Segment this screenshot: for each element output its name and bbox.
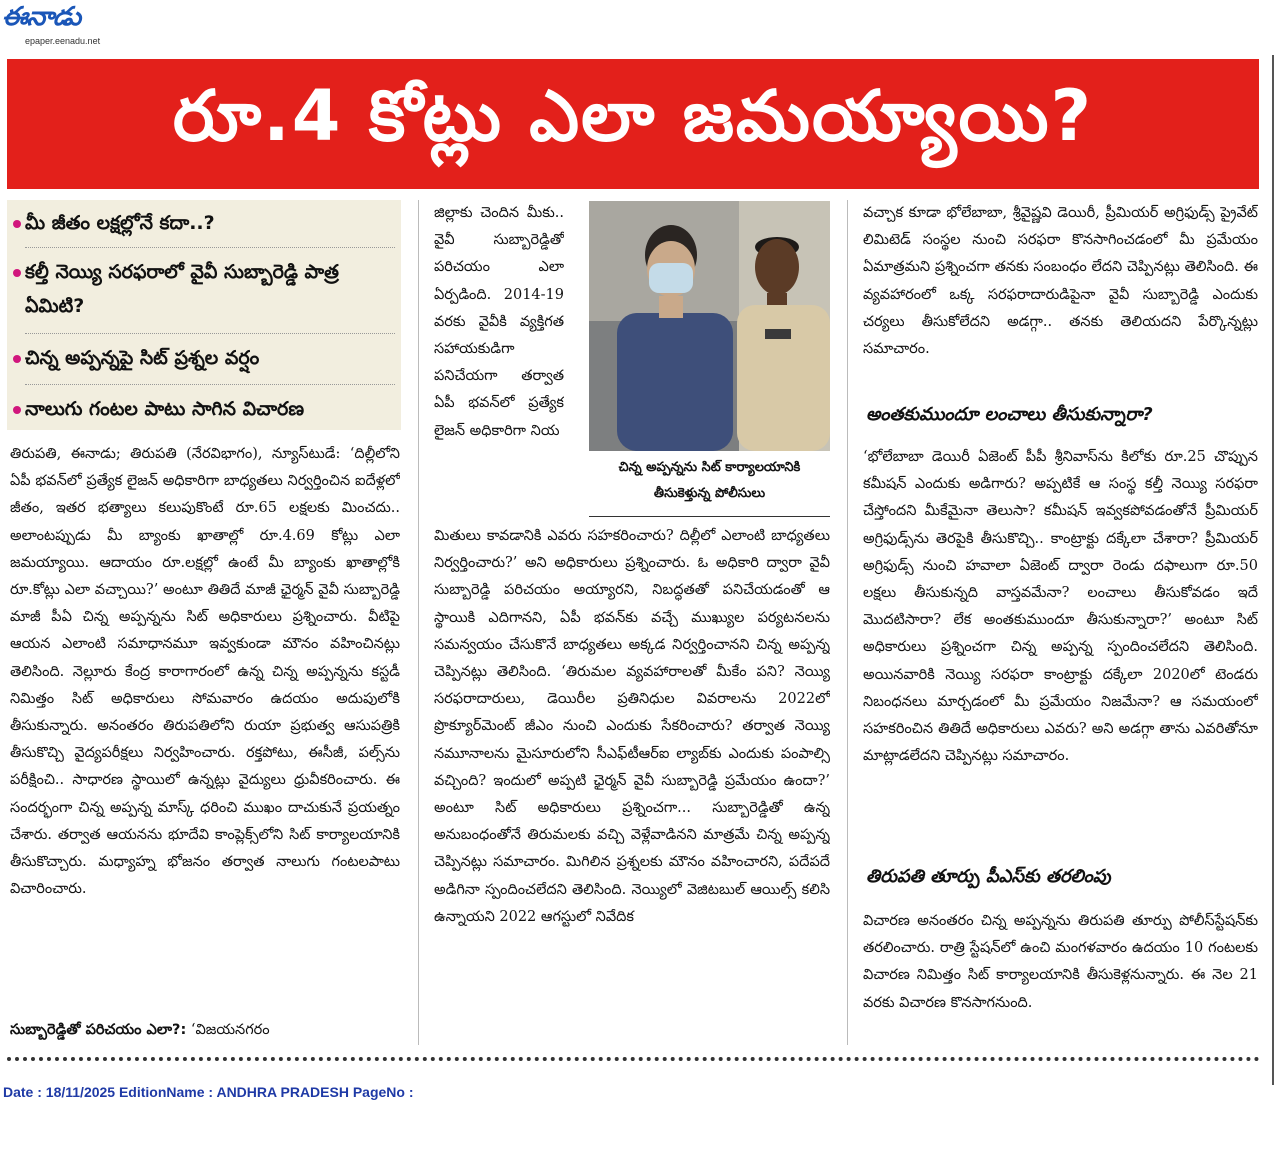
article-column-2-top: జిల్లాకు చెందిన మీకు.. వైవీ సుబ్బారెడ్డితో పరిచయం ఎలా ఏర్పడింది. 2014-19 వరకు వైవీకి వ్యక్తిగత సహాయకుడిగా పనిచేయగా తర్వాత ఏపీ భవన్‌లో ప్రత్యేక లైజన్ అధికారిగా నియ: [434, 205, 564, 439]
highlights-box: [7, 200, 401, 430]
page-bottom-rule: [7, 1057, 1260, 1061]
subhead-transfer: తిరుపతి తూర్పు పీఎస్‌కు తరలింపు: [866, 866, 1111, 887]
bullet-icon: [13, 406, 21, 414]
article-column-1: తిరుపతి, ఈనాడు; తిరుపతి (నేరవిభాగం), న్యూస్‌టుడే: ‘దిల్లీలోని ఏపీ భవన్‌లో ప్రత్యేక లైజన్ అధికారిగా బాధ్యతలు నిర్వర్తించిన ఐదేళ్లలో జీతం, ఇతర భత్యాలు కలుపుకొంటే రూ.65 లక్షలకు మించదు.. అలాంటప్పుడు మీ బ్యాంకు ఖాతాల్లో రూ.4.69 కోట్లు ఎలా జమయ్యాయి. ఆదాయం రూ.లక్షల్లో ఉంటే మీ బ్యాంకు ఖాతాల్లోకి రూ.కోట్లు ఎలా వచ్చాయి?’ అంటూ తితిదే మాజీ ఛైర్మన్ వైవీ సుబ్బారెడ్డి మాజీ పీఏ చిన్న అప్పన్నను సిట్ అధికారులు ప్రశ్నించారు. వీటిపై ఆయన ఎలాంటి సమాధానమూ ఇవ్వకుండా మౌనం వహించినట్లు తెలిసింది. నెల్లూరు కేంద్ర కారాగారంలో ఉన్న చిన్న అప్పన్నను కస్టడీ నిమిత్తం సిట్ అధికారులు సోమవారం ఉదయం అదుపులోకి తీసుకున్నారు. అనంతరం తిరుపతిలోని రుయా ప్రభుత్వ ఆసుపత్రికి తీసుకొచ్చి వైద్యపరీక్షలు నిర్వహించారు. రక్తపోటు, ఈసీజీ, పల్స్‌ను పరీక్షించి.. సాధారణ స్థాయిలో ఉన్నట్లు వైద్యులు ధ్రువీకరించారు. ఈ సందర్భంగా చిన్న అప్పన్న మాస్క్ ధరించి ముఖం దాచుకునే ప్రయత్నం చేశారు. తర్వాత ఆయనను భూదేవి కాంప్లెక్స్‌లోని సిట్ కార్యాలయానికి తీసుకొచ్చారు. మధ్యాహ్న భోజనం తర్వాత నాలుగు గంటలపాటు విచారించారు.: [10, 446, 400, 898]
bullet-icon: [13, 269, 21, 277]
highlight-divider: [25, 247, 395, 248]
highlight-text: మీ జీతం లక్షల్లోనే కదా..?: [25, 212, 215, 234]
photo-caption: చిన్న అప్పన్నను సిట్ కార్యాలయానికి తీసుకెళ్తున్న పోలీసులు: [618, 460, 801, 501]
eenadu-logo: [2, 2, 130, 46]
bullet-icon: [13, 220, 21, 228]
news-photo: [589, 201, 830, 451]
article-column-3-middle: ‘భోలేబాబా డెయిరీ ఏజెంట్ పీపీ శ్రీనివాస్‌ను కిలోకు రూ.25 చొప్పున కమీషన్ ఎందుకు అడిగారు? అప్పటికే ఆ సంస్థ కల్తీ నెయ్యి సరఫరా చేస్తోందని మీకేమైనా తెలుసా? కమీషన్ ఇవ్వకపోవడంతోనే ప్రీమియర్ అగ్రిఫుడ్స్‌ను తెరపైకి తీసుకొచ్చి.. కాంట్రాక్టు దక్కేలా చేశారా? ప్రీమియర్ అగ్రిఫుడ్స్ నుంచి హవాలా ఏజెంట్ ద్వారా రెండు దఫాలుగా రూ.50 లక్షలు తీసుకున్నది వాస్తవమేనా? లంచాలు తీసుకోవడం ఇదే మొదటిసారా? లేక అంతకుముందూ తీసుకున్నారా?’ అంటూ సిట్ అధికారులు ప్రశ్నించగా చిన్న అప్పన్న స్పందించలేదని తెలిసింది. అయినవారికి నెయ్యి సరఫరా కాంట్రాక్టు దక్కేలా 2020లో టెండరు నిబంధనలు మార్చడంలో మీ ప్రమేయం నిజమేనా? ఆ సమయంలో సహకరించిన తితిదే అధికారులు ఎవరు? అని అడగ్గా తాను ఎవరితోనూ మాట్లాడలేదని చెప్పినట్లు సమాచారం.: [863, 449, 1258, 765]
highlight-text: చిన్న అప్పన్నపై సిట్ ప్రశ్నల వర్షం: [25, 347, 260, 369]
highlight-text: నాలుగు గంటల పాటు సాగిన విచారణ: [25, 398, 305, 420]
highlight-item: [25, 341, 395, 375]
edition-footer: Date : 18/11/2025 EditionName : ANDHRA PRADESH PageNo :: [3, 1084, 414, 1100]
column-divider: [418, 200, 419, 1045]
highlight-divider: [25, 333, 395, 334]
article-column-3-bottom: విచారణ అనంతరం చిన్న అప్పన్నను తిరుపతి తూర్పు పోలీస్‌స్టేషన్‌కు తరలించారు. రాత్రి స్టేషన్‌లో ఉంచి మంగళవారం ఉదయం 10 గంటలకు విచారణ నిమిత్తం సిట్ కార్యాలయానికి తీసుకెళ్లనున్నారు. ఈ నెల 21 వరకు విచారణ కొనసాగనుంది.: [863, 913, 1258, 1011]
subhead-introduction: సుబ్బారెడ్డితో పరిచయం ఎలా?:: [10, 1022, 187, 1038]
bullet-icon: [13, 355, 21, 363]
highlight-divider: [25, 384, 395, 385]
highlight-text: కల్తీ నెయ్యి సరఫరాలో వైవీ సుబ్బారెడ్డి పాత్ర ఏమిటి?: [25, 261, 339, 317]
article-column-3-top: వచ్చాక కూడా భోలేబాబా, శ్రీవైష్ణవి డెయిరీ, ప్రీమియర్ అగ్రిఫుడ్స్ ప్రైవేట్ లిమిటెడ్ సంస్థల నుంచి సరఫరా కొనసాగించడంలో మీ ప్రమేయం ఏమాత్రమని ప్రశ్నించగా తనకు సంబంధం లేదని చెప్పినట్లు తెలిసింది. ఈ వ్యవహారంలో ఒక్క సరఫరాదారుడిపైనా వైవీ సుబ్బారెడ్డి ఎందుకు చర్యలు తీసుకోలేదని అడగ్గా.. తనకు తెలియదని పేర్కొన్నట్లు సమాచారం.: [863, 205, 1258, 358]
highlight-item: [25, 206, 395, 240]
highlight-item: [25, 255, 395, 323]
logo-url: epaper.eenadu.net: [25, 36, 101, 46]
subhead-introduction-line: [10, 1017, 402, 1044]
headline-banner: [7, 59, 1259, 189]
article-column-2-bottom: మితులు కావడానికి ఎవరు సహకరించారు? దిల్లీలో ఎలాంటి బాధ్యతలు నిర్వర్తించారు?’ అని అధికారులు ప్రశ్నించారు. ఓ అధికారి ద్వారా వైవీ సుబ్బారెడ్డి పరిచయం అయ్యారని, నిబద్ధతతో పనిచేయడంతో ఆ స్థాయికి ఎదిగానని, ఏపీ భవన్‌కు వచ్చే ముఖ్యుల పర్యటనలను సమన్వయం చేసుకొనే బాధ్యతలు అక్కడ నిర్వర్తించానని చిన్న అప్పన్న చెప్పినట్లు తెలిసింది. ‘తిరుమల వ్యవహారాలతో మీకేం పని? నెయ్యి సరఫరాదారులు, డెయిరీల ప్రతినిధుల వివరాలను 2022లో ప్రొక్యూర్‌మెంట్ జీఎం నుంచి ఎందుకు సేకరించారు? తర్వాత నెయ్యి నమూనాలను మైసూరులోని సీఎఫ్‌టీఆర్‌ఐ ల్యాబ్‌కు ఎందుకు పంపాల్సి వచ్చింది? ఇందులో అప్పటి ఛైర్మన్ వైవీ సుబ్బారెడ్డి ప్రమేయం ఉందా?’ అంటూ సిట్ అధికారులు ప్రశ్నించగా... సుబ్బారెడ్డితో ఉన్న అనుబంధంతోనే తిరుమలకు వచ్చి వెళ్లేవాడినని మాత్రమే చిన్న అప్పన్న చెప్పినట్లు సమాచారం. మిగిలిన ప్రశ్నలకు మౌనం వహించారని, పదేపదే అడిగినా స్పందించలేదని తెలిసింది. నెయ్యిలో వెజిటబుల్ ఆయిల్స్ కలిసి ఉన్నాయని 2022 ఆగస్టులో నివేదిక: [434, 528, 830, 925]
photo-illustration: [589, 201, 830, 451]
subhead-bribes: అంతకుముందూ లంచాలు తీసుకున్నారా?: [866, 404, 1153, 425]
caption-rule: [589, 516, 830, 517]
headline: రూ.4 కోట్లు ఎలా జమయ్యాయి?: [172, 74, 1094, 157]
highlight-item: [25, 392, 395, 426]
page-right-rule: [1272, 55, 1274, 1085]
column-divider: [847, 200, 848, 1045]
logo-wordmark: ఈనాడు: [2, 2, 81, 32]
subhead-tail-text: ‘విజయనగరం: [186, 1022, 270, 1038]
